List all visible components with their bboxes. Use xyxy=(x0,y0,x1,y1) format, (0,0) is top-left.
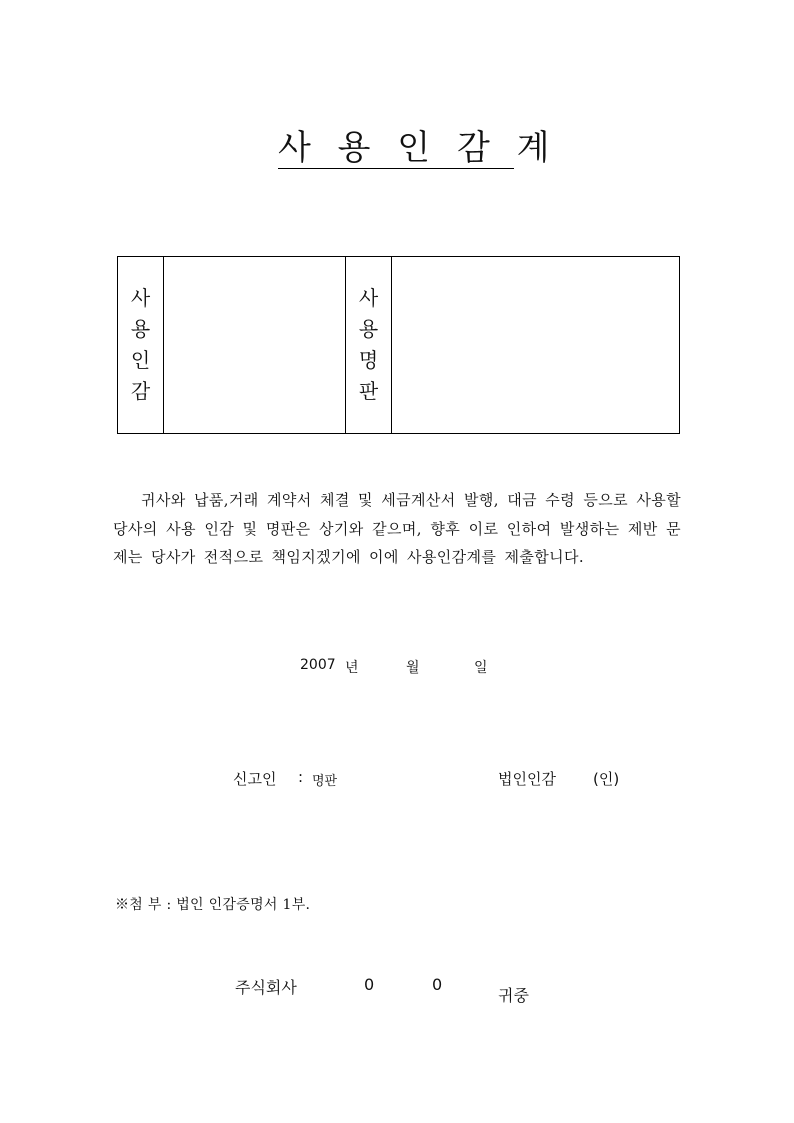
reporter-label: 신고인 xyxy=(233,770,277,788)
attachment-note: ※첨 부 : 법인 인감증명서 1부. xyxy=(115,897,311,913)
date-year: 2007 xyxy=(300,657,336,673)
nameplate-label-cell xyxy=(346,257,392,433)
addressee-name-second: 0 xyxy=(432,975,443,994)
date-month-unit: 월 xyxy=(406,660,420,676)
seal-label-cell xyxy=(118,257,164,433)
date-day-unit: 일 xyxy=(474,660,488,676)
addressee-name-first: 0 xyxy=(364,975,375,994)
addressee-honorific: 귀중 xyxy=(498,986,529,1005)
corporate-seal-label: 법인인감 xyxy=(498,770,556,788)
declaration-text: 귀사와 납품,거래 계약서 체결 및 세금계산서 발행, 대금 수령 등으로 사용할 당사의 사용 인감 및 명판은 상기와 같으며, 향후 이로 인하여 발생하는 제반 문제는 당사가 전적으로 책임지겠기에 이에 사용인감계를 제출합니다. xyxy=(113,491,681,566)
date-year-unit: 년 xyxy=(345,660,359,676)
seal-label: 사 용 인 감 xyxy=(130,286,151,403)
seal-impression-box[interactable] xyxy=(164,257,346,433)
nameplate-label: 사 용 명 판 xyxy=(358,286,379,403)
reporter-separator: : xyxy=(298,768,304,786)
seal-table xyxy=(117,256,680,434)
document-title: 사 용 인 감 계 xyxy=(278,128,558,168)
nameplate-text: 명판 xyxy=(312,774,338,789)
seal-mark: (인) xyxy=(593,770,620,788)
date-line xyxy=(0,657,794,679)
nameplate-impression-box[interactable] xyxy=(392,257,679,433)
addressee-company: 주식회사 xyxy=(235,978,297,997)
